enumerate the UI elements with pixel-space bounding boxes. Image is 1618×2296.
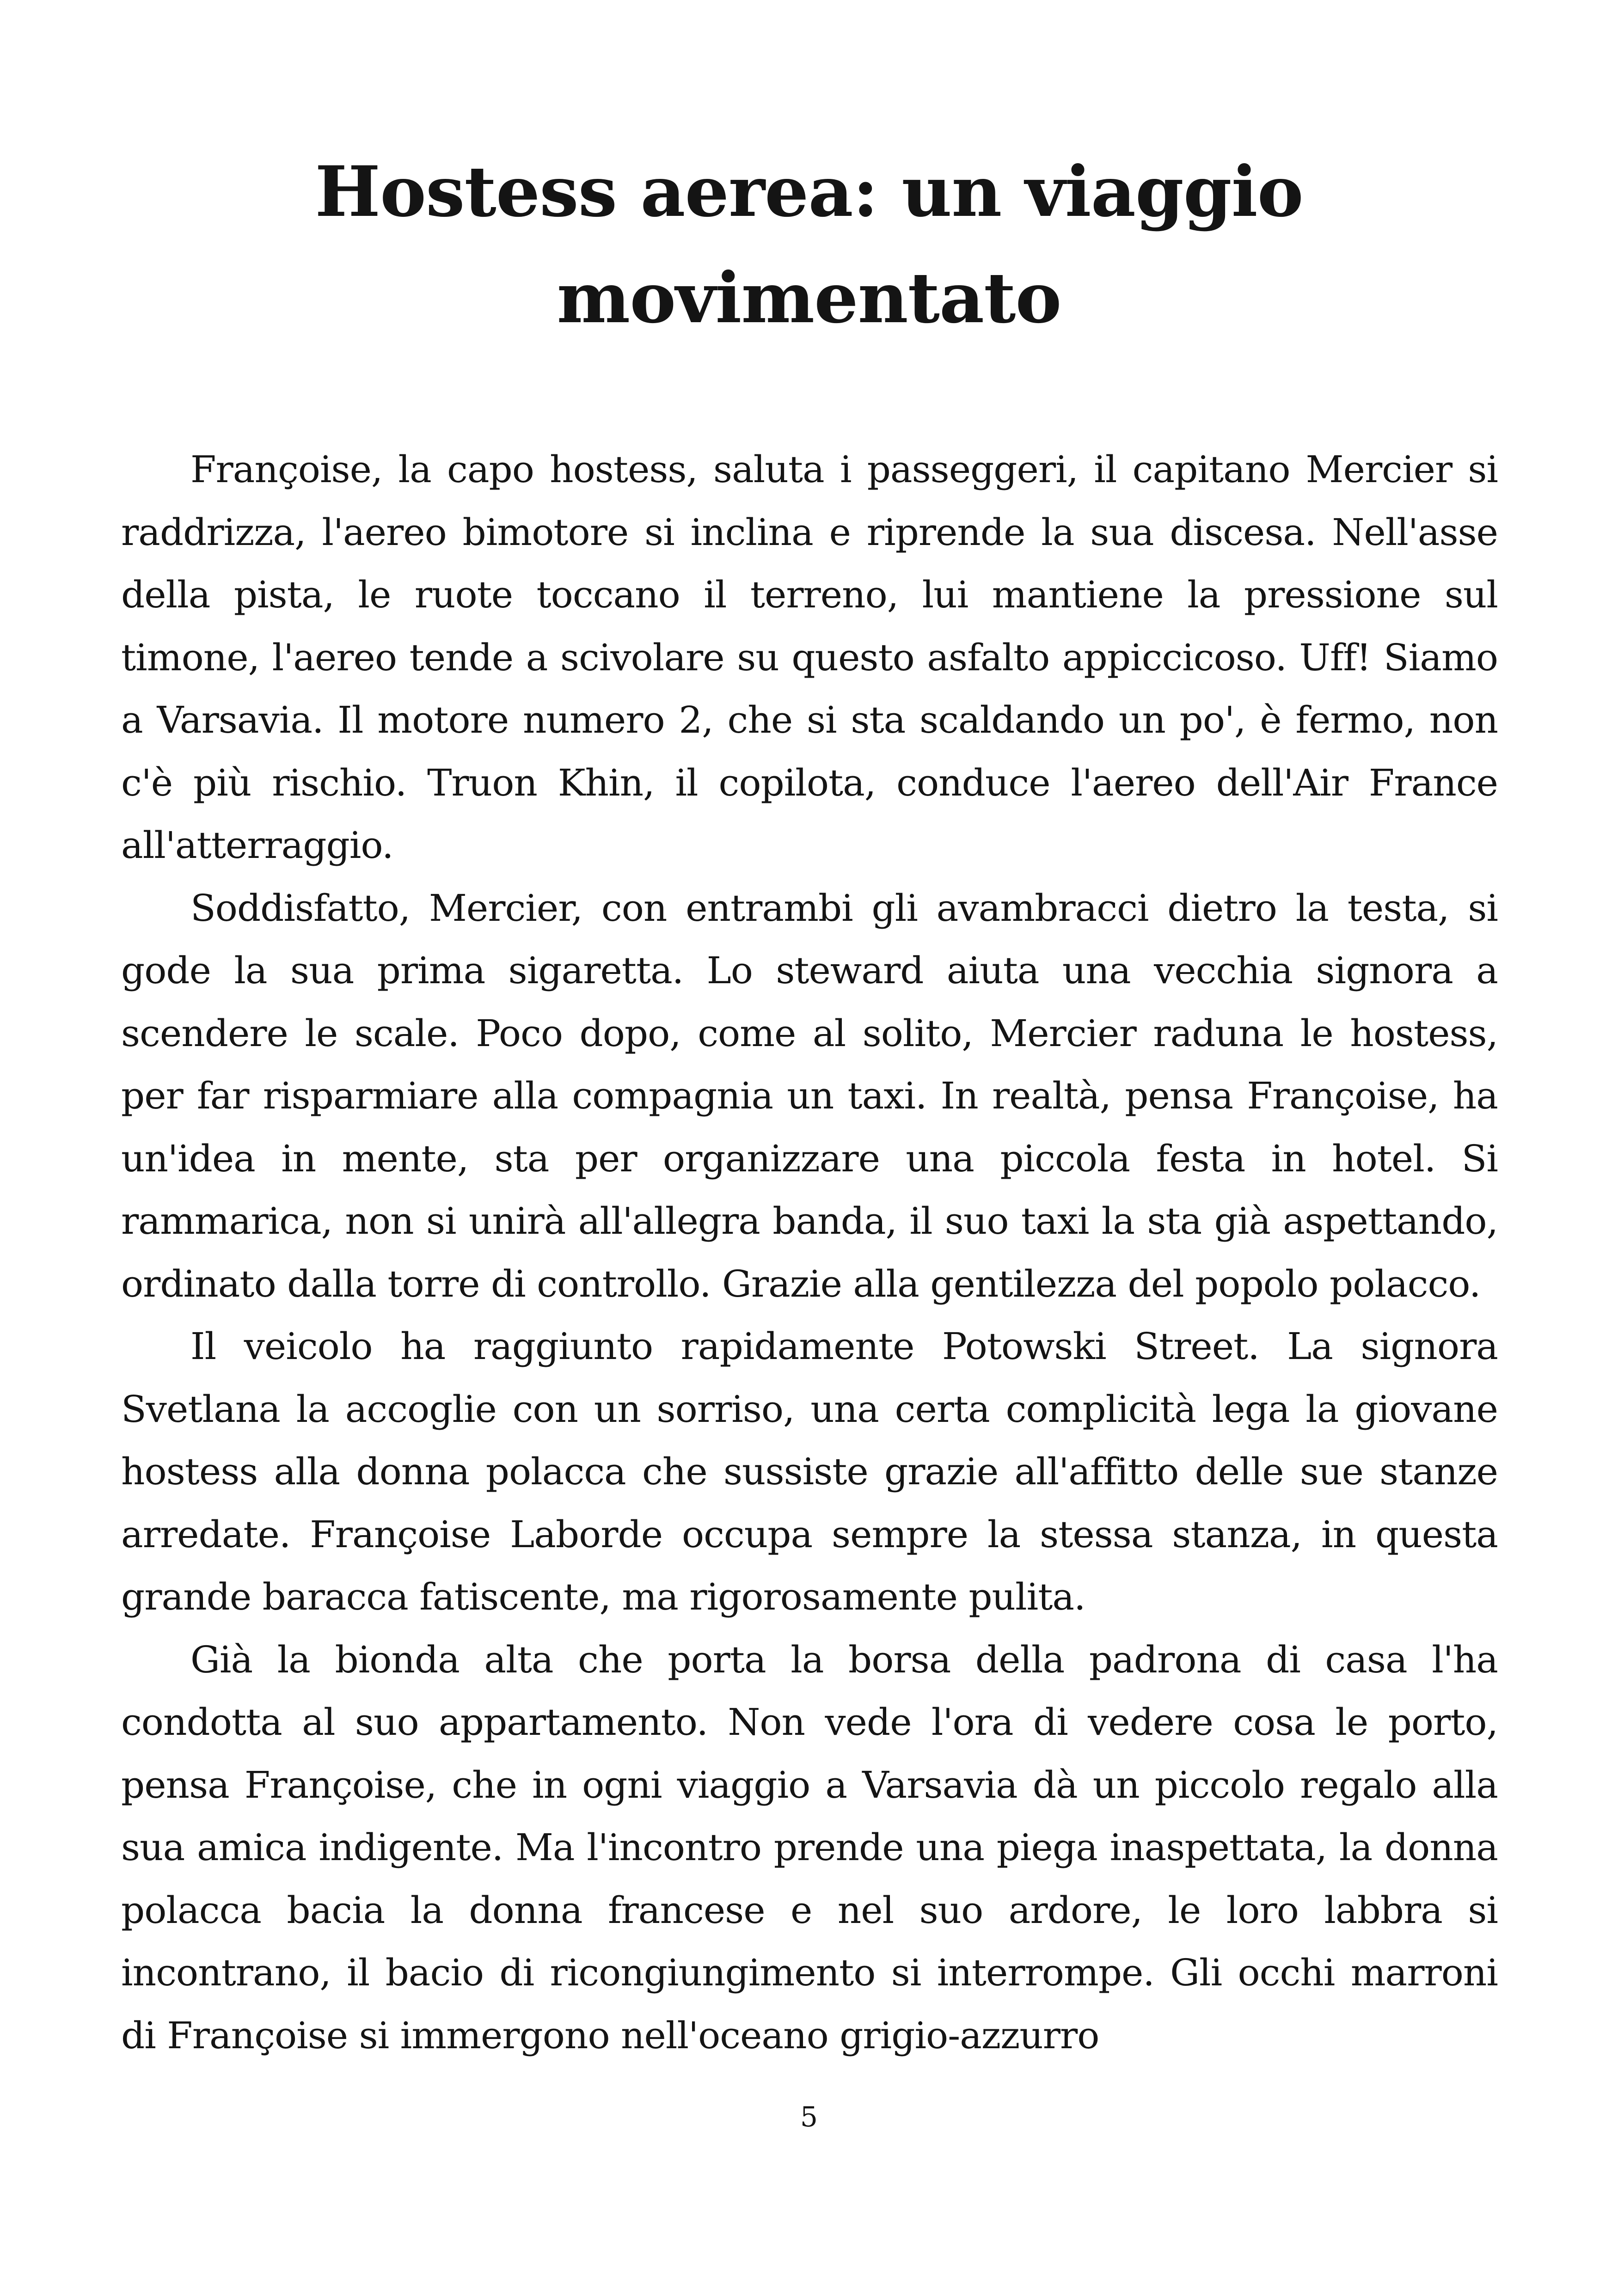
paragraph-4: Già la bionda alta che porta la borsa della padrona di casa l'ha condotta al suo appartamento. Non vede l'ora di vedere cosa le porto, pensa Françoise, che in ogni viaggio a Varsavia dà un piccolo regalo alla sua amica indigente. Ma l'incontro prende una piega inaspettata, la donna polacca bacia la donna francese e nel suo ardore, le loro labbra si incontrano, il bacio di ricongiungimento si interrompe. Gli occhi marroni di Françoise si immergono nell'oceano grigio-azzurro [121,1638,1498,2057]
page-number: 5 [800,2101,818,2133]
chapter-title-line-1: Hostess aerea: un viaggio [315,151,1303,233]
chapter-title-line-2: movimentato [557,257,1061,339]
paragraph-1: Françoise, la capo hostess, saluta i passeggeri, il capitano Mercier si raddrizza, l'aereo bimotore si inclina e riprende la sua discesa. Nell'asse della pista, le ruote toccano il terreno, lui mantiene la pressione sul timone, l'aereo tende a scivolare su questo asfalto appiccicoso. Uff! Siamo a Varsavia. Il motore numero 2, che si sta scaldando un po', è fermo, non c'è più rischio. Truon Khin, il copilota, conduce l'aereo dell'Air France all'atterraggio. [121,448,1498,867]
paragraph-3: Il veicolo ha raggiunto rapidamente Potowski Street. La signora Svetlana la accoglie con un sorriso, una certa complicità lega la giovane hostess alla donna polacca che sussiste grazie all'affitto delle sue stanze arredate. Françoise Laborde occupa sempre la stessa stanza, in questa grande baracca fatiscente, ma rigorosamente pulita. [121,1325,1498,1618]
chapter-title [259,139,1359,351]
paragraph-2: Soddisfatto, Mercier, con entrambi gli avambracci dietro la testa, si gode la sua prima sigaretta. Lo steward aiuta una vecchia signora a scendere le scale. Poco dopo, come al solito, Mercier raduna le hostess, per far risparmiare alla compagnia un taxi. In realtà, pensa Françoise, ha un'idea in mente, sta per organizzare una piccola festa in hotel. Si rammarica, non si unirà all'allegra banda, il suo taxi la sta già aspettando, ordinato dalla torre di controllo. Grazie alla gentilezza del popolo polacco. [121,886,1498,1305]
chapter-body [121,438,1498,2067]
